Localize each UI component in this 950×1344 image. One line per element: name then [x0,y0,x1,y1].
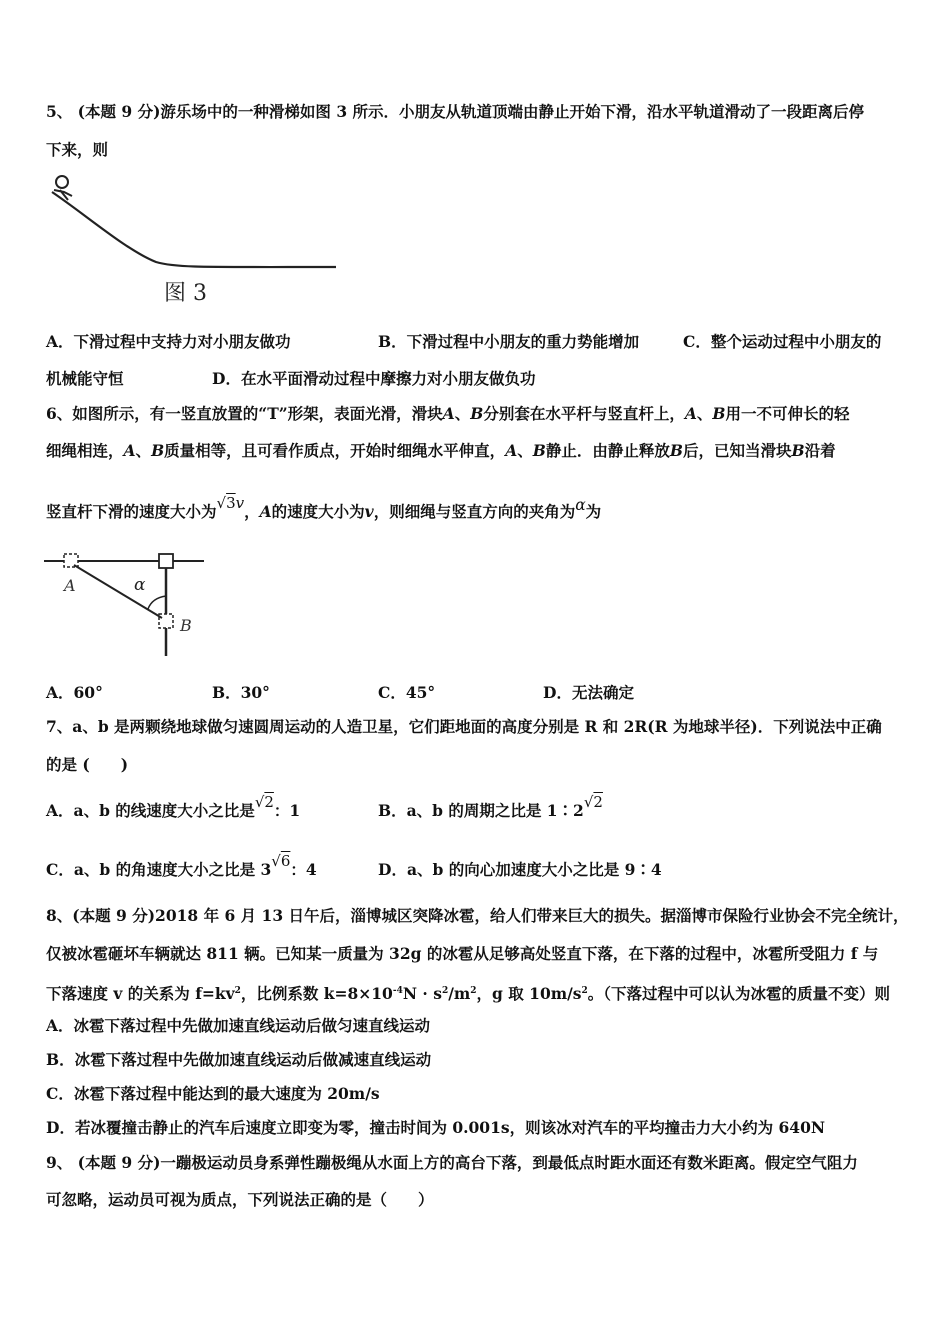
q8-stem-line3 [46,981,890,1004]
q9-stem-line2: 可忽略，运动员可视为质点，下列说法正确的是（ ） [46,1190,434,1209]
q7-stem-line1: 7、a、b 是两颗绕地球做匀速圆周运动的人造卫星，它们距地面的高度分别是 R 和 2R(R 为地球半径)．下列说法中正确 [46,717,882,736]
q6-text: 6、如图所示，有一竖直放置的“T”形架，表面光滑，滑块 [46,404,443,423]
label-b: B [470,404,484,423]
q7-option-a [46,793,301,821]
q6-text: 静止．由静止释放 [545,441,670,460]
q6-text: 为 [585,502,602,521]
q8-text: ，g 取 10m/s [476,984,582,1004]
q6-text: ， [244,502,260,521]
q6-option-a: A．60° [46,683,103,702]
point-a-label: A [64,576,76,595]
radicand: 3 [226,494,236,512]
radicand: 2 [264,793,274,811]
point-b-label: B [180,616,192,635]
separator: 、 [454,404,471,423]
q7-stem-line2: 的是 ( ) [46,755,129,774]
q5-option-c: C．整个运动过程中小朋友的 [683,332,882,351]
q6-option-c: C．45° [378,683,436,702]
q5-option-c-cont: 机械能守恒 [46,369,124,388]
q8-option-b: B．冰雹下落过程中先做加速直线运动后做减速直线运动 [46,1050,432,1069]
option-text: C．a、b 的角速度大小之比是 3 [46,860,272,879]
q8-text: N · s [402,984,442,1004]
q6-option-d: D．无法确定 [543,683,634,702]
q8-text: 。（下落过程中可以认为冰雹的质量不变）则 [587,984,891,1004]
q8-option-d: D．若冰覆撞击静止的汽车后速度立即变为零，撞击时间为 0.001s，则该冰对汽车的平均撞击力大小约为 640N [46,1118,826,1137]
q6-option-b: B．30° [212,683,270,702]
sqrt-6: √6 [271,852,291,870]
label-a: A [505,441,518,460]
option-text: A．a、b 的线速度大小之比是 [46,801,255,820]
label-b: B [712,404,726,423]
slide-track [52,192,336,267]
superscript: 2 [441,986,449,996]
label-a: A [259,502,272,521]
q8-text: /m [448,984,471,1004]
q5-option-d: D．在水平面滑动过程中摩擦力对小朋友做负功 [212,369,536,388]
q8-option-c: C．冰雹下落过程中能达到的最大速度为 20m/s [46,1084,380,1103]
q5-slide-figure [46,170,346,310]
q6-text: 用一不可伸长的轻 [725,404,850,423]
figure-3-label: 图 3 [164,281,207,306]
q8-option-a: A．冰雹下落过程中先做加速直线运动后做匀速直线运动 [46,1016,431,1035]
q6-text: 质量相等，且可看作质点，开始时细绳水平伸直， [164,441,506,460]
t-frame-diagram [44,550,214,660]
q8-stem-line2: 仅被冰雹砸坏车辆就达 811 辆。已知某一质量为 32g 的冰雹从足够高处竖直下落，在下落的过程中，冰雹所受阻力 f 与 [46,944,879,963]
sqrt-3v: √3v [216,494,245,512]
q7-option-d: D．a、b 的向心加速度大小之比是 9∶4 [378,860,662,879]
q6-text: 后，已知当滑块 [682,441,792,460]
slider-b [159,614,173,628]
alpha-symbol: α [575,496,586,514]
q6-text: 细绳相连， [46,441,124,460]
option-text: B．a、b 的周期之比是 1∶2 [378,801,584,820]
label-b: B [791,441,805,460]
q8-text: 下落速度 v 的关系为 f=kv [46,984,235,1004]
q5-stem-line2: 下来，则 [46,140,109,159]
separator: 、 [696,404,713,423]
radicand: 2 [593,793,603,811]
q5-option-b: B．下滑过程中小朋友的重力势能增加 [378,332,640,351]
label-a: A [684,404,697,423]
option-text: ：1 [273,801,301,820]
q5-option-a: A．下滑过程中支持力对小朋友做功 [46,332,291,351]
separator: 、 [135,441,152,460]
q8-text: ，比例系数 k=8×10 [240,984,393,1004]
slide-diagram [46,170,346,310]
q6-stem-line1 [46,404,850,424]
q7-option-c [46,852,317,880]
label-a: A [123,441,136,460]
label-b: B [151,441,165,460]
q7-option-b [378,793,603,821]
alpha-label: α [134,575,146,595]
angle-arc [148,596,166,609]
option-text: ：4 [290,860,317,879]
superscript: -4 [392,986,403,996]
variable-v: v [235,494,245,512]
q6-text: 竖直杆下滑的速度大小为 [46,502,217,521]
q6-t-frame-figure [44,550,214,660]
q5-stem-line1: 5、 (本题 9 分)游乐场中的一种滑梯如图 3 所示．小朋友从轨道顶端由静止开始下滑，沿水平轨道滑动了一段距离后停 [46,102,865,121]
variable-v: v [364,502,374,521]
label-a: A [442,404,455,423]
rope [74,565,162,618]
superscript: 2 [581,986,588,996]
q6-text: 分别套在水平杆与竖直杆上， [483,404,685,423]
q6-text: 的速度大小为 [271,502,365,521]
q6-stem-line2 [46,441,836,461]
q6-stem-line3 [46,494,602,522]
superscript: 2 [234,986,241,996]
top-block [159,554,173,568]
radicand: 6 [280,852,291,870]
label-b: B [532,441,546,460]
q8-stem-line1: 8、(本题 9 分)2018 年 6 月 13 日午后，淄博城区突降冰雹，给人们带来巨大的损失。据淄博市保险行业协会不完全统计， [46,906,909,925]
separator: 、 [517,441,533,460]
child-head [56,176,68,188]
q6-text: ，则细绳与竖直方向的夹角为 [373,502,576,521]
q9-stem-line1: 9、 (本题 9 分)一蹦极运动员身系弹性蹦极绳从水面上方的高台下落，到最低点时距水面还有数米距离。假定空气阻力 [46,1153,858,1172]
superscript: 2 [470,986,477,996]
sqrt-2: √2 [254,793,274,811]
label-b: B [669,441,683,460]
sqrt-2: √2 [583,793,603,811]
q6-text: 沿着 [804,441,836,460]
